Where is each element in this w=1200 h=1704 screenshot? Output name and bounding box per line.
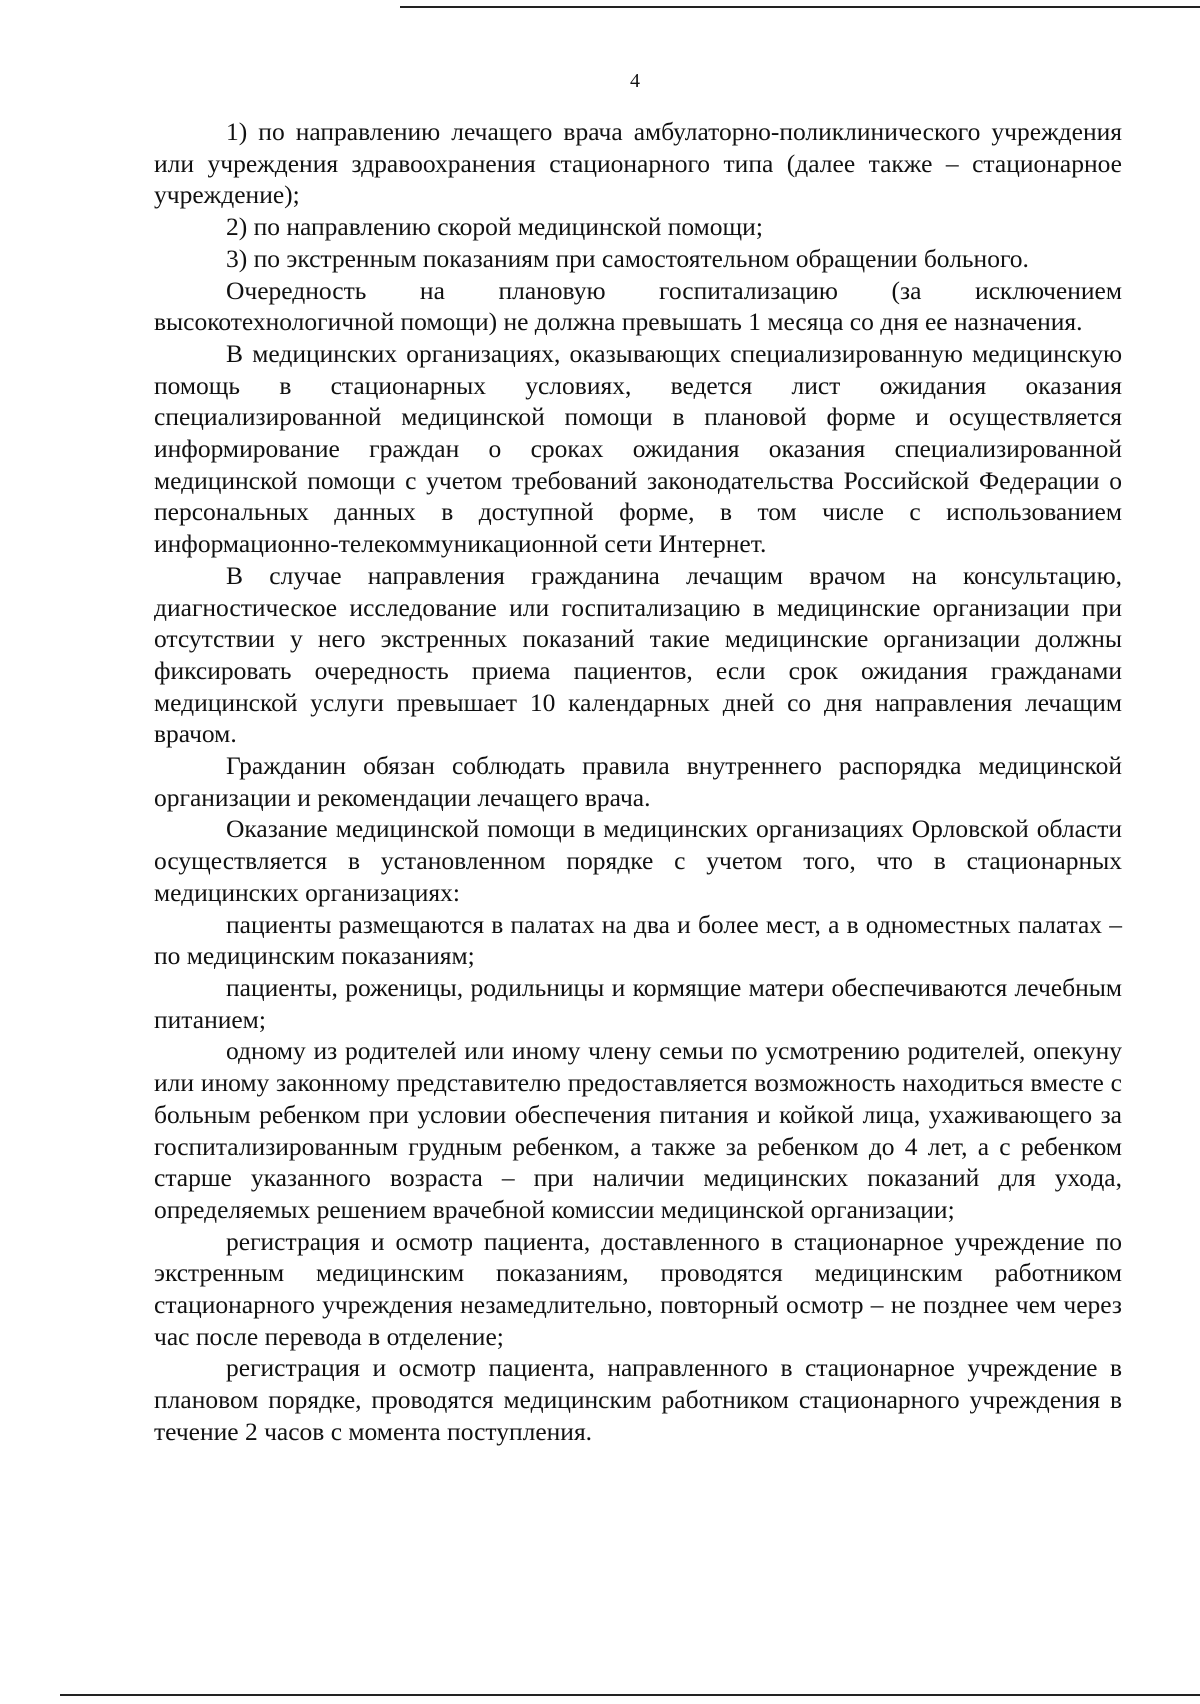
paragraph-nutrition: пациенты, роженицы, родильницы и кормящие матери обеспечиваются лечебным питанием;: [154, 972, 1122, 1034]
paragraph-item-1: 1) по направлению лечащего врача амбулаторно-поликлинического учреждения или учреждения здравоохранения стационарного типа (далее также – стационарное учреждение);: [154, 117, 1122, 210]
document-body: [154, 116, 1122, 1448]
paragraph-referral-queue: В случае направления гражданина лечащим врачом на консультацию, диагностическое исследование или госпитализацию в медицинские организации при отсутствии у него экстренных показаний такие медицинские организации должны фиксировать очередность приема пациентов, если срок ожидания гражданами медицинской услуги превышает 10 календарных дней со дня направления лечащим врачом.: [154, 560, 1122, 749]
paragraph-wards: пациенты размещаются в палатах на два и более мест, а в одноместных палатах – по медицинским показаниям;: [154, 909, 1122, 971]
paragraph-waiting-list: В медицинских организациях, оказывающих специализированную медицинскую помощь в стационарных условиях, ведется лист ожидания оказания специализированной медицинской помощи в плановой форме и осуществляется информирование граждан о сроках ожидания оказания специализированной медицинской помощи с учетом требований законодательства Российской Федерации о персональных данных в доступной форме, в том числе с использованием информационно-телекоммуникационной сети Интернет.: [154, 338, 1122, 559]
paragraph-emergency-registration: регистрация и осмотр пациента, доставленного в стационарное учреждение по экстренным медицинским показаниям, проводятся медицинским работником стационарного учреждения незамедлительно, повторный осмотр – не позднее чем через час после перевода в отделение;: [154, 1226, 1122, 1351]
paragraph-parent-stay: одному из родителей или иному члену семьи по усмотрению родителей, опекуну или иному законному представителю предоставляется возможность находиться вместе с больным ребенком при условии обеспечения питания и койкой лица, ухаживающего за госпитализированным грудным ребенком, а также за ребенком до 4 лет, а с ребенком старше указанного возраста – при наличии медицинских показаний для ухода, определяемых решением врачебной комиссии медицинской организации;: [154, 1036, 1122, 1224]
paragraph-queue-limit: Очередность на плановую госпитализацию (за исключением высокотехнологичной помощи) не должна превышать 1 месяца со дня ее назначения.: [154, 275, 1122, 337]
page-number: 4: [630, 70, 640, 92]
paragraph-citizen-obligations: Гражданин обязан соблюдать правила внутреннего распорядка медицинской организации и рекомендации лечащего врача.: [154, 751, 1122, 812]
top-scan-border: [400, 6, 1200, 8]
paragraph-item-3: 3) по экстренным показаниям при самостоятельном обращении больного.: [226, 243, 1029, 273]
paragraph-item-2: 2) по направлению скорой медицинской помощи;: [226, 212, 763, 242]
bottom-scan-border: [60, 1694, 1200, 1696]
paragraph-planned-registration: регистрация и осмотр пациента, направленного в стационарное учреждение в плановом порядке, проводятся медицинским работником стационарного учреждения в течение 2 часов с момента поступления.: [154, 1353, 1122, 1446]
paragraph-care-provision: Оказание медицинской помощи в медицинских организациях Орловской области осуществляется в установленном порядке с учетом того, что в стационарных медицинских организациях:: [154, 814, 1122, 907]
